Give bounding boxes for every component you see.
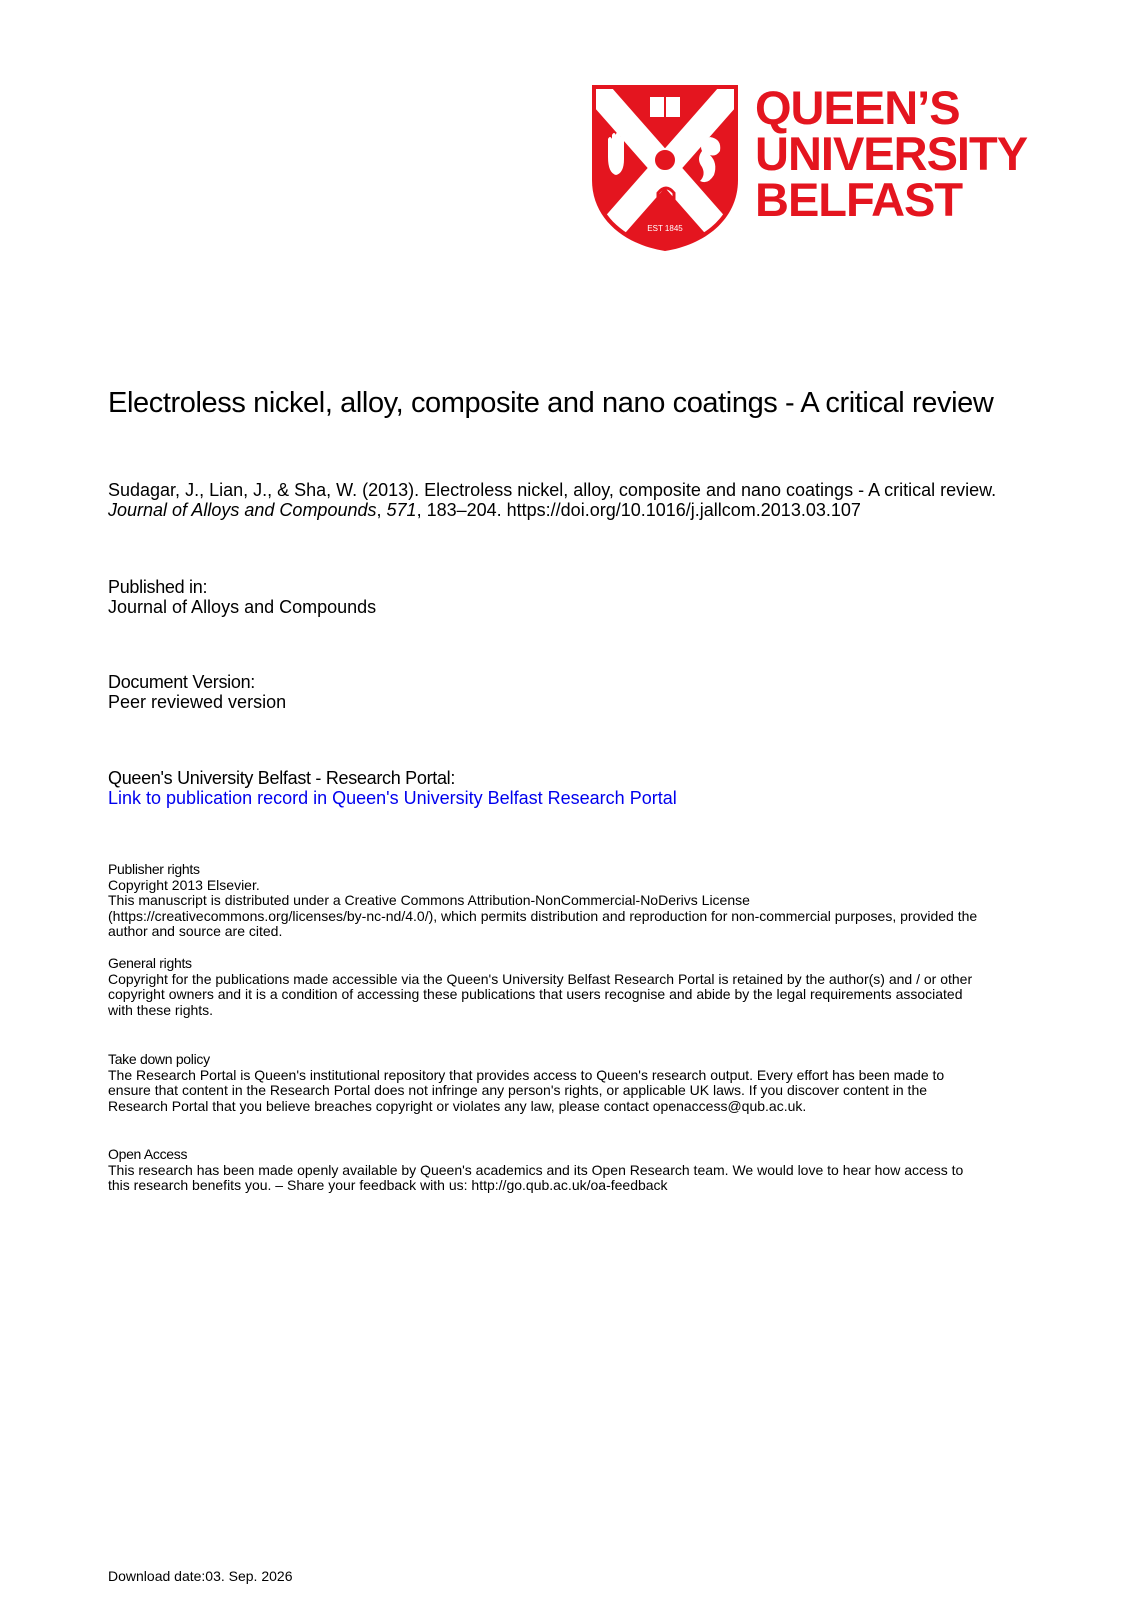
logo-wordmark	[755, 81, 1028, 226]
document-title: Electroless nickel, alloy, composite and nano coatings - A critical review	[108, 387, 994, 419]
document-version-section	[108, 672, 286, 712]
publisher-rights-line: Copyright 2013 Elsevier.	[108, 876, 260, 893]
general-rights-heading: General rights	[108, 955, 192, 971]
citation-sep: ,	[376, 500, 387, 520]
citation-authors: Sudagar, J., Lian, J., & Sha, W. (2013). Electroless nickel, alloy, composite and nano coatings - A critical review.	[108, 480, 997, 500]
document-version-label: Document Version:	[108, 672, 255, 692]
download-date: Download date:03. Sep. 2026	[108, 1568, 293, 1584]
general-rights-line: Copyright for the publications made accessible via the Queen's University Belfast Research Portal is retained by the author(s) and / or other	[108, 970, 973, 987]
takedown-policy-line: ensure that content in the Research Portal does not infringe any person's rights, or applicable UK laws. If you discover content in the	[108, 1082, 928, 1099]
research-portal-label: Queen's University Belfast - Research Portal:	[108, 768, 456, 788]
research-portal-section	[108, 768, 677, 808]
general-rights-section	[108, 956, 1058, 1018]
takedown-policy-heading: Take down policy	[108, 1051, 210, 1067]
published-in-value: Journal of Alloys and Compounds	[108, 597, 377, 617]
publisher-rights-line: (https://creativecommons.org/licenses/by-nc-nd/4.0/), which permits distribution and reproduction for non-commercial purposes, provided the	[108, 907, 978, 924]
logo-line-1: QUEEN’S	[755, 81, 960, 134]
logo-line-2: UNIVERSITY	[755, 127, 1028, 180]
published-in-label: Published in:	[108, 577, 208, 597]
publisher-rights-section	[108, 862, 1058, 940]
logo-line-3: BELFAST	[755, 173, 963, 226]
takedown-policy-line: The Research Portal is Queen's institutional repository that provides access to Queen's research output. Every effort has been made to	[108, 1066, 945, 1083]
open-access-heading: Open Access	[108, 1146, 188, 1162]
open-access-line: this research benefits you. – Share your feedback with us: http://go.qub.ac.uk/oa-feedback	[108, 1177, 668, 1194]
takedown-policy-section	[108, 1052, 1058, 1114]
open-access-line: This research has been made openly available by Queen's academics and its Open Research team. We would love to hear how access to	[108, 1161, 964, 1178]
general-rights-line: copyright owners and it is a condition of accessing these publications that users recognise and abide by the legal requirements associated	[108, 986, 963, 1003]
published-in-section	[108, 577, 376, 617]
citation-pages-doi: , 183–204. https://doi.org/10.1016/j.jallcom.2013.03.107	[416, 500, 861, 520]
takedown-policy-line: Research Portal that you believe breaches copyright or violates any law, please contact openaccess@qub.ac.uk.	[108, 1097, 807, 1114]
citation-journal: Journal of Alloys and Compounds	[108, 500, 377, 520]
citation-volume: 571	[386, 500, 417, 520]
publisher-rights-line: This manuscript is distributed under a Creative Commons Attribution-NonCommercial-NoDerivs License	[108, 892, 750, 909]
open-access-section	[108, 1147, 1058, 1194]
citation	[108, 480, 1068, 520]
publication-record-link[interactable]: Link to publication record in Queen's University Belfast Research Portal	[108, 788, 677, 808]
crest-text: EST 1845	[647, 224, 683, 233]
publisher-rights-heading: Publisher rights	[108, 861, 200, 877]
crest-icon	[592, 85, 738, 251]
document-version-value: Peer reviewed version	[108, 692, 287, 712]
publisher-rights-line: author and source are cited.	[108, 923, 283, 940]
general-rights-line: with these rights.	[108, 1001, 214, 1018]
university-logo	[592, 81, 1052, 251]
